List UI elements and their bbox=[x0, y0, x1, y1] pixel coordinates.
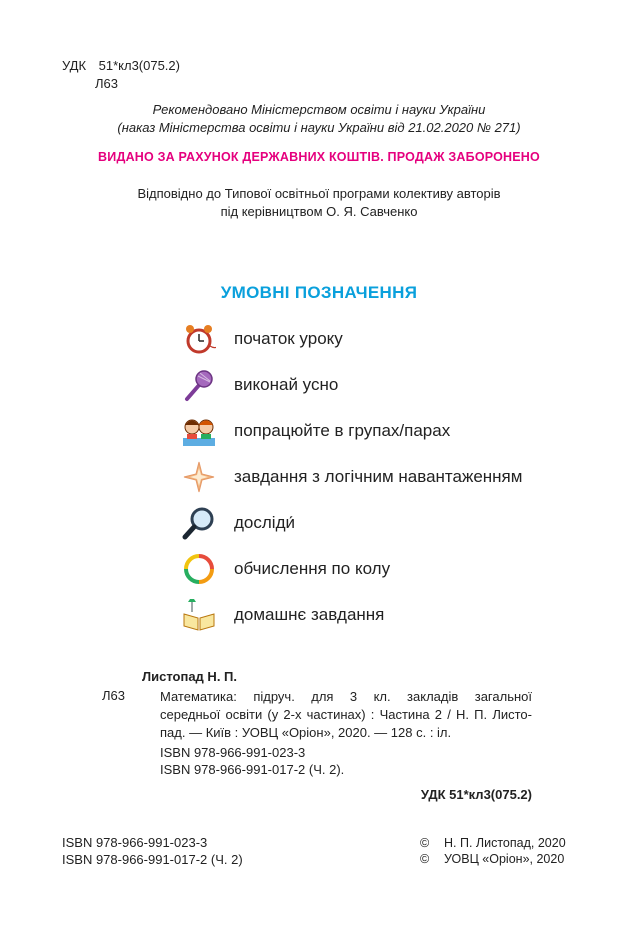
legend-item-label: виконай усно bbox=[234, 375, 339, 394]
udk-header bbox=[62, 58, 180, 73]
legend-item bbox=[182, 316, 602, 362]
magnifier-icon bbox=[182, 506, 216, 540]
bibliography-description bbox=[160, 688, 532, 742]
recommendation-line-2: (наказ Міністерства освіти і науки України від 21.02.2020 № 271) bbox=[117, 120, 521, 135]
microphone-icon bbox=[182, 368, 216, 402]
legend-item bbox=[182, 592, 602, 638]
program-line-1: Відповідно до Типової освітньої програми колективу авторів bbox=[137, 186, 501, 201]
bibliography-line: пад. — Київ : УОВЦ «Оріон», 2020. — 128 с. : іл. bbox=[160, 725, 452, 740]
legend-item bbox=[182, 408, 602, 454]
copyright-holder: Н. П. Листопад, 2020 bbox=[444, 836, 566, 850]
legend-title: УМОВНІ ПОЗНАЧЕННЯ bbox=[220, 283, 418, 302]
bibliography-isbn-1: ISBN 978-966-991-023-3 bbox=[160, 745, 306, 760]
udk-code: 51*кл3(075.2) bbox=[98, 58, 180, 73]
copyright-symbol: © bbox=[420, 852, 430, 866]
legend-item-label: початок уроку bbox=[234, 329, 343, 348]
footer-isbn-2: ISBN 978-966-991-017-2 (Ч. 2) bbox=[62, 852, 243, 867]
copyright-holder: УОВЦ «Оріон», 2020 bbox=[444, 852, 565, 866]
legend-item-label: завдання з логічним навантаженням bbox=[234, 467, 523, 486]
recommendation-line-1: Рекомендовано Міністерством освіти і науки України bbox=[152, 102, 486, 117]
bibliography-udk: УДК 51*кл3(075.2) bbox=[420, 787, 532, 802]
author-code: Л63 bbox=[95, 76, 118, 91]
bibliography-code: Л63 bbox=[102, 688, 125, 703]
copyright-line-1 bbox=[420, 836, 566, 850]
children-pair-icon bbox=[182, 414, 216, 448]
legend-item-label: домашнє завдання bbox=[234, 605, 385, 624]
bibliography-author: Листопад Н. П. bbox=[142, 669, 237, 684]
udk-label: УДК bbox=[62, 58, 87, 73]
bibliography-isbn-2: ISBN 978-966-991-017-2 (Ч. 2). bbox=[160, 762, 345, 777]
star-icon bbox=[182, 460, 216, 494]
legend-item-label: попрацюйте в групах/парах bbox=[234, 421, 451, 440]
program-line-2: під керівництвом О. Я. Савченко bbox=[220, 204, 418, 219]
bibliography-line: Математика: підруч. для 3 кл. закладів загальної bbox=[160, 689, 532, 704]
footer-isbn-1: ISBN 978-966-991-023-3 bbox=[62, 835, 208, 850]
legend-item-label: обчислення по колу bbox=[234, 559, 391, 578]
copyright-line-2 bbox=[420, 852, 564, 866]
funded-notice: ВИДАНО ЗА РАХУНОК ДЕРЖАВНИХ КОШТІВ. ПРОДАЖ ЗАБОРОНЕНО bbox=[98, 150, 540, 164]
legend-item bbox=[182, 500, 602, 546]
alarm-clock-icon bbox=[182, 322, 216, 356]
legend-item bbox=[182, 454, 602, 500]
bibliography-line: середньої освіти (у 2-х частинах) : Частина 2 / Н. П. Листо- bbox=[160, 707, 532, 722]
legend-list bbox=[182, 316, 602, 638]
legend-item bbox=[182, 546, 602, 592]
legend-item-label: досліди́ bbox=[234, 513, 295, 532]
legend-item bbox=[182, 362, 602, 408]
copyright-symbol: © bbox=[420, 836, 430, 850]
circle-arrows-icon bbox=[182, 552, 216, 586]
book-lamp-icon bbox=[182, 598, 216, 632]
